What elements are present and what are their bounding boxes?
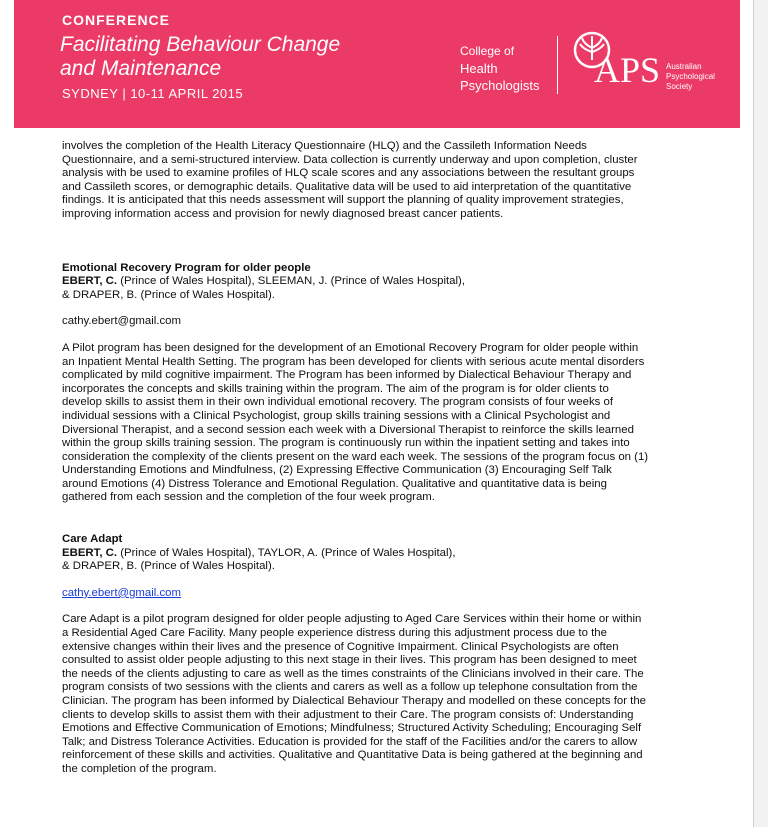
body-line: Diversional Therapist, and a second session each week with a Diversional Therapist to reinforce the skills learned (62, 423, 634, 436)
section-body (62, 342, 712, 505)
body-line: incorporates the concepts and skills training within the program. The aim of the program is for older clients to (62, 382, 609, 395)
section-title: Emotional Recovery Program for older people (62, 261, 311, 274)
lead-author: EBERT, C. (62, 275, 118, 288)
conference-title (60, 33, 380, 81)
aps-wordmark: APS (594, 50, 661, 90)
conference-label: CONFERENCE (62, 12, 171, 28)
body-line: extensive changes within their lives and the presence of Cognitive Impairment. Clinical Psychologists are often (62, 640, 619, 653)
body-line: within the group skills training session. The program is continuously run within the inpatient setting and takes into (62, 437, 630, 450)
page-scroll-edge (753, 0, 768, 827)
body-line: Clinician. The program has been informed by Dialectical Behaviour Therapy and modelled on these concepts for the (62, 695, 646, 707)
college-name (460, 43, 539, 94)
conference-title-line2: and Maintenance (60, 57, 222, 80)
conference-title-line1: Facilitating Behaviour Change (60, 33, 341, 56)
intro-line: and Cassileth scores, or demographic details. Qualitative data will be used to aid interpretation of the quantitative (62, 180, 632, 193)
conference-date: SYDNEY | 10-11 APRIL 2015 (62, 86, 244, 101)
intro-paragraph (62, 140, 712, 222)
body-line: Care Adapt is a pilot program designed for older people adjusting to Aged Care Services within their home or within (62, 613, 642, 626)
body-line: Emotions and Effective Communication of Emotions; Mindfulness; Structured Activity Scheduling; Encouraging Self (62, 722, 642, 735)
author-line (62, 547, 712, 561)
college-line3: Psychologists (460, 78, 540, 93)
section-body (62, 613, 712, 776)
body-line: program consists of two sessions with the clients and carers as well as a follow up telephone consultation from the (62, 681, 638, 694)
body-line: individual sessions with a Clinical Psychologist, group skills training sessions with a Clinical Psychologist and (62, 409, 611, 422)
author-line (62, 275, 712, 289)
body-line: consideration the complexity of the clients present on the ward each week. The sessions of the program focus on (1) (62, 450, 649, 463)
aps-society-name (666, 62, 715, 92)
author-rest: (Prince of Wales Hospital), TAYLOR, A. (Prince of Wales Hospital), (117, 546, 456, 559)
body-line: complicated by mild cognitive impairment. The Program has been informed by Dialectical Behaviour Therapy and (62, 369, 632, 382)
aps-sub-line2: Psychological (666, 72, 715, 81)
section-title: Care Adapt (62, 533, 123, 546)
aps-sub-line3: Society (666, 82, 693, 91)
body-line: A Pilot program has been designed for the development of an Emotional Recovery Program for older people within (62, 341, 639, 354)
author-email-link[interactable]: cathy.ebert@gmail.com (62, 586, 181, 599)
intro-line: involves the completion of the Health Literacy Questionnaire (HLQ) and the Cassileth Information Needs (62, 140, 587, 152)
intro-line: findings. It is anticipated that this needs assessment will support the planning of quality improvement strategies, (62, 194, 624, 207)
body-line: a Residential Aged Care Facility. Many people experience distress during this adjustment process due to the (62, 627, 607, 640)
body-line: gathered from each session and the completion of the four week program. (62, 491, 435, 504)
author-email: cathy.ebert@gmail.com (62, 315, 181, 328)
body-line: reinforcement of these skills and activities. Qualitative and Quantitative Data is being gathered at the beginning and (62, 749, 643, 762)
body-line: Talk; and Distress Tolerance Activities. Education is provided for the staff of the Facilities and/or the carers to allow (62, 735, 638, 748)
lead-author: EBERT, C. (62, 546, 118, 559)
body-line: develop skills to assist them in their own individual emotional recovery. The program consists of four weeks of (62, 396, 614, 409)
header-divider (557, 36, 558, 94)
author-rest: (Prince of Wales Hospital), SLEEMAN, J. (Prince of Wales Hospital), (117, 275, 465, 288)
body-line: an Inpatient Mental Health Setting. The program has been developed for clients with serious acute mental disorders (62, 355, 645, 368)
intro-line: Questionnaire, and a semi-structured interview. Data collection is currently underway and upon completion, cluster (62, 153, 638, 166)
college-line2: Health (460, 61, 498, 76)
body-line: the needs of the clients adjusting to care as well as the times constraints of the Clinicians involved in their care. The (62, 667, 644, 680)
author-line: & DRAPER, B. (Prince of Wales Hospital). (62, 560, 275, 573)
intro-line: improving information access and provision for newly diagnosed breast cancer patients. (62, 207, 504, 220)
aps-sub-line1: Australian (666, 62, 702, 71)
body-line: Understanding Emotions and Mindfulness, (2) Expressing Effective Communication (3) Encouraging Self Talk (62, 464, 612, 477)
conference-banner (14, 0, 740, 128)
body-line: the completion of the program. (62, 762, 217, 775)
body-line: clients to develop skills to assist them with their adjustment to their Care. The program consists of: Understanding (62, 708, 634, 721)
college-line1: College of (460, 44, 515, 58)
intro-line: analysis with be used to examine profiles of HLQ scale scores and any associations between the resultant groups (62, 167, 635, 180)
document-content (62, 140, 712, 777)
author-line: & DRAPER, B. (Prince of Wales Hospital). (62, 288, 275, 301)
body-line: around Emotions (4) Distress Tolerance and Emotional Regulation. Qualitative and quantitative data is being (62, 477, 607, 490)
body-line: consulted to assist older people adjusting to this next stage in their lives. This program has been designed to meet (62, 654, 637, 667)
